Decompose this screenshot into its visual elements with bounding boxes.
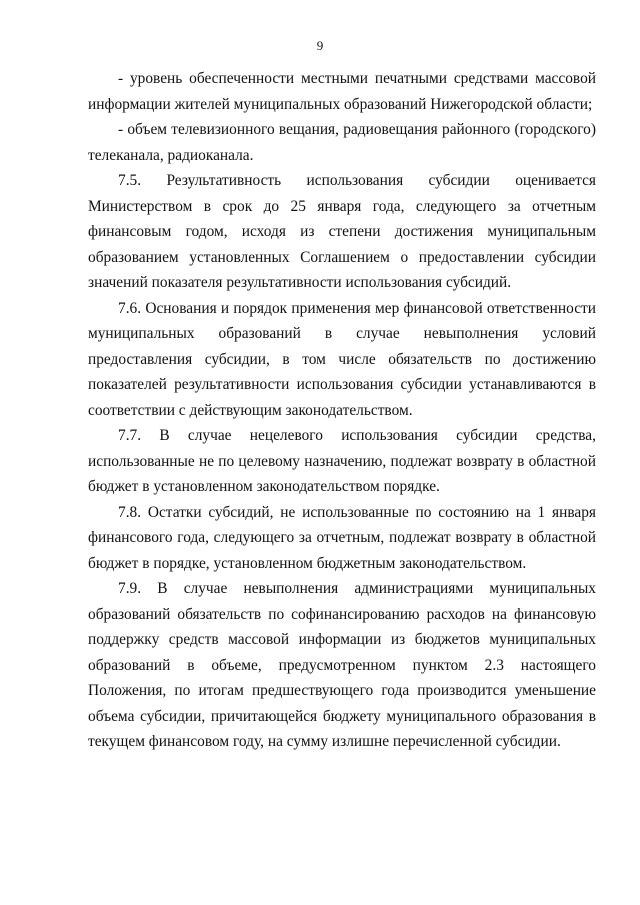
paragraph-print-media-level: - уровень обеспеченности местными печатными средствами массовой информации жителей муниципальных образований Нижегородской области;	[88, 70, 596, 113]
paragraph-7-6: 7.6. Основания и порядок применения мер финансовой ответственности муниципальных образований в случае невыполнения условий предоставления субсидии, в том числе обязательств по достижению показателей результативности использования субсидии устанавливаются в соответствии с действующим законодательством.	[88, 299, 596, 419]
paragraph-7-9: 7.9. В случае невыполнения администрациями муниципальных образований обязательств по софинансированию расходов на финансовую поддержку средств массовой информации из бюджетов муниципальных образований в объеме, предусмотренном пунктом 2.3 настоящего Положения, по итогам предшествующего года производится уменьшение объема субсидии, причитающейся бюджету муниципального образования в текущем финансовом году, на сумму излишне перечисленной субсидии.	[88, 580, 596, 750]
paragraph-7-7: 7.7. В случае нецелевого использования субсидии средства, использованные не по целевому назначению, подлежат возврату в областной бюджет в установленном законодательством порядке.	[88, 427, 596, 495]
document-body	[88, 66, 596, 755]
paragraph-broadcast-volume: - объем телевизионного вещания, радиовещания районного (городского) телеканала, радиоканала.	[88, 121, 596, 164]
page-number: 9	[316, 38, 324, 53]
paragraph-7-5: 7.5. Результативность использования субсидии оценивается Министерством в срок до 25 января года, следующего за отчетным финансовым годом, исходя из степени достижения муниципальным образованием установленных Соглашением о предоставлении субсидии значений показателя результативности использования субсидий.	[88, 172, 596, 291]
paragraph-7-8: 7.8. Остатки субсидий, не использованные по состоянию на 1 января финансового года, следующего за отчетным, подлежат возврату в областной бюджет в порядке, установленном бюджетным законодательством.	[88, 503, 596, 572]
